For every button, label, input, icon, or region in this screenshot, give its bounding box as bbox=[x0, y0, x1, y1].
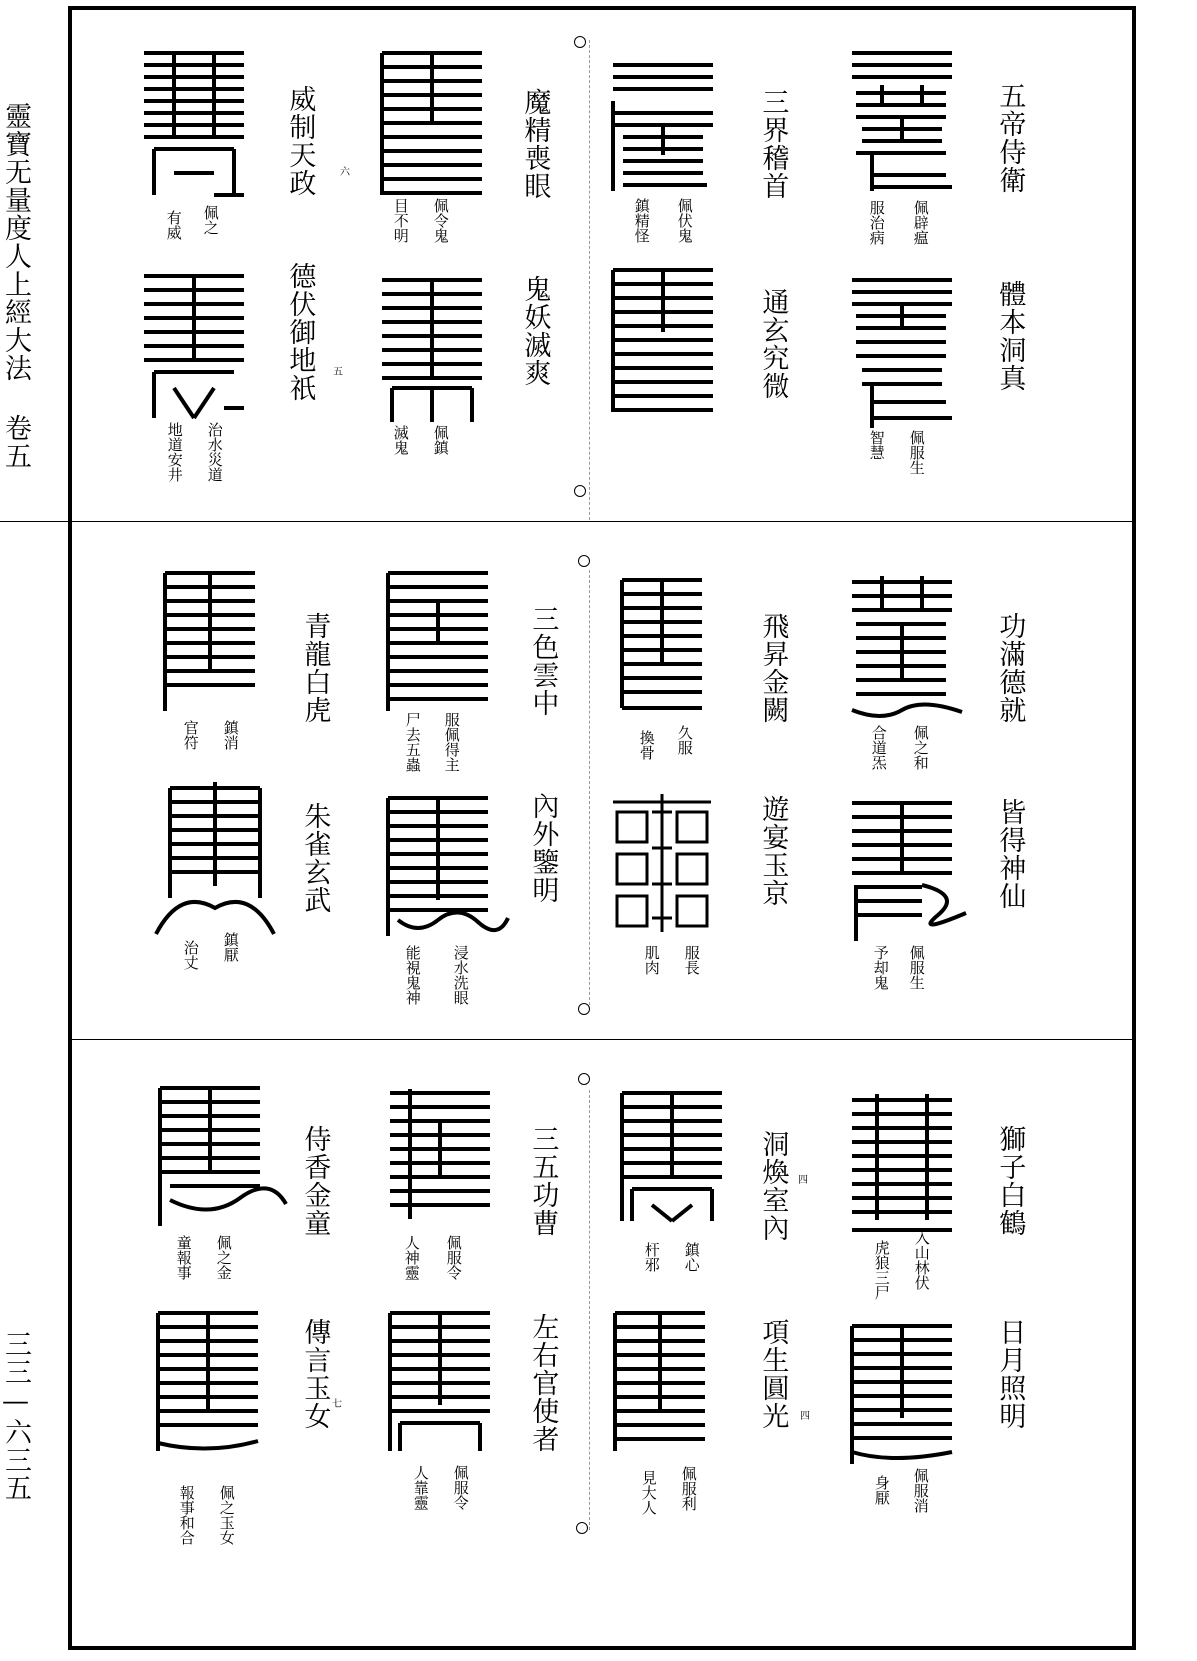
talisman-caption: 智慧 bbox=[867, 430, 886, 460]
talisman-glyph bbox=[842, 1090, 962, 1240]
talisman-label: 侍香金童 bbox=[299, 1125, 331, 1237]
talisman-glyph bbox=[842, 272, 962, 432]
talisman-caption: 佩令鬼 bbox=[431, 198, 450, 243]
center-fold-line bbox=[589, 1090, 590, 1530]
index-marker: 四 bbox=[800, 1411, 810, 1422]
talisman-glyph bbox=[607, 788, 717, 938]
talisman-caption: 佩之和 bbox=[911, 725, 930, 770]
talisman-caption: 官符 bbox=[181, 720, 200, 750]
talisman-caption: 報事和合 bbox=[177, 1485, 196, 1545]
binding-hole bbox=[574, 36, 586, 48]
talisman-glyph bbox=[612, 572, 712, 712]
index-marker: 七 bbox=[332, 1399, 342, 1410]
talisman-caption: 佩之金 bbox=[214, 1235, 233, 1280]
section-divider bbox=[0, 521, 1136, 522]
talisman-label: 傳言玉女 bbox=[299, 1318, 331, 1430]
talisman-glyph bbox=[842, 45, 962, 195]
talisman-glyph bbox=[842, 572, 972, 722]
running-title: 靈寶无量度人上經大法 卷五 bbox=[0, 102, 31, 470]
talisman-label: 五帝侍衛 bbox=[994, 82, 1026, 194]
talisman-caption: 浸水洗眼 bbox=[451, 945, 470, 1005]
talisman-caption: 合道炁 bbox=[869, 725, 888, 770]
talisman-label: 鬼妖滅爽 bbox=[519, 275, 551, 387]
talisman-caption: 佩鎮 bbox=[431, 425, 450, 455]
talisman-caption: 佩服生 bbox=[907, 430, 926, 475]
talisman-caption: 鎮消 bbox=[221, 720, 240, 750]
talisman-label: 三五功曹 bbox=[527, 1125, 559, 1237]
talisman-caption: 有威 bbox=[164, 210, 183, 240]
talisman-glyph bbox=[150, 1080, 290, 1230]
talisman-caption: 鎮精怪 bbox=[632, 198, 651, 243]
talisman-glyph bbox=[134, 45, 254, 205]
talisman-caption: 童報事 bbox=[174, 1235, 193, 1280]
talisman-caption: 佩之玉女 bbox=[217, 1485, 236, 1545]
binding-hole bbox=[574, 485, 586, 497]
talisman-label: 飛昇金闕 bbox=[757, 612, 789, 724]
talisman-caption: 佩服利 bbox=[679, 1466, 698, 1511]
talisman-caption: 杆邪 bbox=[642, 1242, 661, 1272]
talisman-caption: 滅鬼 bbox=[391, 425, 410, 455]
talisman-label: 通玄究微 bbox=[757, 288, 789, 400]
talisman-caption: 佩服令 bbox=[451, 1465, 470, 1510]
talisman-label: 左右官使者 bbox=[527, 1313, 559, 1453]
talisman-caption: 治水災道 bbox=[205, 422, 224, 482]
index-marker: 四 bbox=[798, 1175, 808, 1186]
binding-hole bbox=[578, 1073, 590, 1085]
talisman-caption: 佩服消 bbox=[911, 1468, 930, 1513]
talisman-label: 體本洞真 bbox=[994, 280, 1026, 392]
binding-hole bbox=[576, 1522, 588, 1534]
talisman-label: 遊宴玉京 bbox=[757, 795, 789, 907]
binding-hole bbox=[578, 1003, 590, 1015]
talisman-glyph bbox=[372, 45, 492, 205]
talisman-label: 獅子白鶴 bbox=[994, 1125, 1026, 1237]
talisman-caption: 鎮心 bbox=[682, 1242, 701, 1272]
talisman-glyph bbox=[378, 790, 518, 940]
talisman-caption: 治丈 bbox=[181, 940, 200, 970]
talisman-label: 三色雲中 bbox=[527, 605, 559, 717]
talisman-glyph bbox=[842, 1318, 962, 1468]
talisman-caption: 予却鬼 bbox=[871, 945, 890, 990]
talisman-caption: 入山林伏 bbox=[912, 1230, 931, 1290]
talisman-glyph bbox=[603, 262, 723, 422]
talisman-label: 青龍白虎 bbox=[299, 612, 331, 724]
talisman-label: 德伏御地祇 bbox=[284, 262, 316, 402]
talisman-caption: 人靠靈 bbox=[411, 1465, 430, 1510]
talisman-caption: 服治病 bbox=[867, 200, 886, 245]
talisman-caption: 目不明 bbox=[391, 198, 410, 243]
talisman-caption: 佩伏鬼 bbox=[675, 198, 694, 243]
center-fold-line bbox=[589, 570, 590, 1010]
index-marker: 五 bbox=[333, 367, 343, 378]
talisman-label: 威制天政 bbox=[284, 85, 316, 197]
talisman-glyph bbox=[380, 1085, 500, 1225]
talisman-label: 內外鑒明 bbox=[527, 792, 559, 904]
talisman-caption: 佩之 bbox=[201, 205, 220, 235]
talisman-glyph bbox=[148, 1305, 268, 1455]
talisman-caption: 虎狼三尸 bbox=[872, 1240, 891, 1300]
talisman-caption: 換骨 bbox=[637, 730, 656, 760]
talisman-caption: 服佩得主 bbox=[442, 712, 461, 772]
talisman-label: 項生圓光 bbox=[757, 1318, 789, 1430]
talisman-glyph bbox=[612, 1085, 732, 1225]
talisman-caption: 佩服生 bbox=[907, 945, 926, 990]
talisman-glyph bbox=[605, 1305, 715, 1455]
talisman-glyph bbox=[380, 1305, 500, 1455]
talisman-label: 功滿德就 bbox=[994, 612, 1026, 724]
talisman-label: 魔精喪眼 bbox=[519, 88, 551, 200]
talisman-glyph bbox=[842, 795, 972, 945]
talisman-glyph bbox=[372, 272, 492, 432]
talisman-caption: 鎮厭 bbox=[221, 932, 240, 962]
talisman-glyph bbox=[603, 55, 723, 195]
talisman-label: 日月照明 bbox=[994, 1318, 1026, 1430]
talisman-caption: 服長 bbox=[682, 945, 701, 975]
talisman-caption: 佩服令 bbox=[444, 1235, 463, 1280]
talisman-caption: 尸去五蟲 bbox=[403, 712, 422, 772]
page-number: 三三—六三五 bbox=[0, 1330, 31, 1502]
talisman-caption: 地道安井 bbox=[165, 422, 184, 482]
section-divider bbox=[68, 1039, 1136, 1040]
talisman-glyph bbox=[155, 565, 265, 715]
center-fold-line bbox=[589, 40, 590, 520]
talisman-label: 皆得神仙 bbox=[994, 798, 1026, 910]
index-marker: 六 bbox=[340, 167, 350, 178]
talisman-glyph bbox=[150, 778, 280, 938]
talisman-glyph bbox=[378, 565, 498, 715]
binding-hole bbox=[578, 555, 590, 567]
talisman-glyph bbox=[134, 268, 254, 428]
talisman-caption: 久服 bbox=[675, 725, 694, 755]
talisman-caption: 能視鬼神 bbox=[403, 945, 422, 1005]
talisman-label: 朱雀玄武 bbox=[299, 802, 331, 914]
talisman-label: 洞煥室內 bbox=[757, 1130, 789, 1242]
talisman-caption: 身厭 bbox=[872, 1475, 891, 1505]
talisman-caption: 見大人 bbox=[639, 1470, 658, 1515]
talisman-caption: 肌肉 bbox=[642, 945, 661, 975]
talisman-caption: 人神靈 bbox=[402, 1235, 421, 1280]
talisman-caption: 佩辟瘟 bbox=[911, 200, 930, 245]
talisman-label: 三界稽首 bbox=[757, 88, 789, 200]
